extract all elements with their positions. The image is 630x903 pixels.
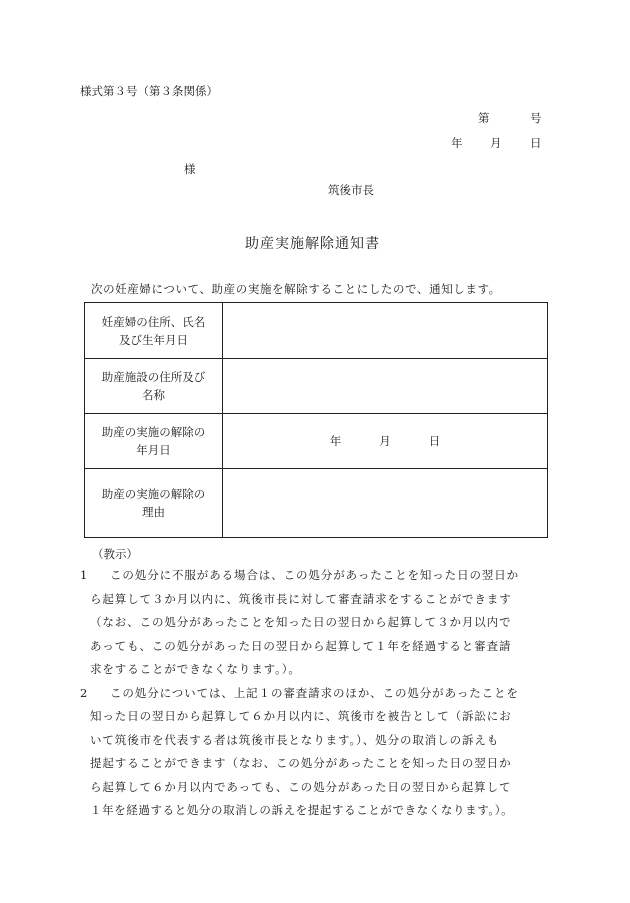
clause-line: この処分に不服がある場合は、この処分があったことを知った日の翌日か [110,568,520,582]
label-facility [85,358,222,413]
clause-line: ら起算して３か月以内に、筑後市長に対して審査請求をすることができます [90,591,512,606]
value-release-reason[interactable] [223,468,547,538]
value-facility[interactable] [223,358,547,413]
release-year: 年 [329,433,342,448]
label-pregnant-woman [85,303,222,358]
date-year: 年 [451,136,463,150]
value-pregnant-woman[interactable] [223,303,547,358]
label-line: 理由 [142,505,165,519]
clause-line: 知った日の翌日から起算して６か月以内に、筑後市を被告として（訴訟にお [90,709,512,723]
addressee-suffix: 様 [184,162,196,176]
label-line: 年月日 [136,442,171,457]
label-line: 助産施設の住所及び [101,369,206,384]
instruction-heading: （教示） [92,547,138,561]
label-release-date [85,413,222,468]
intro-text: 次の妊産婦について、助産の実施を解除することにしたので、通知します。 [91,282,501,296]
clause-line: いて筑後市を代表する者は筑後市長となります。）、処分の取消しの訴えも [90,732,500,747]
release-day: 日 [428,433,441,448]
info-table [84,302,548,538]
release-month: 月 [379,433,391,448]
clause-line: １年を経過すると処分の取消しの訴えを提起することができなくなります。）。 [90,803,514,817]
issuer: 筑後市長 [328,183,374,197]
date-day: 日 [530,136,542,150]
clause-line: この処分については、上記１の審査請求のほか、この処分があったことを [110,685,519,700]
value-release-date[interactable] [223,413,547,468]
label-line: 及び生年月日 [119,332,188,347]
label-line: 妊産婦の住所、氏名 [101,314,206,329]
clause-line: （なお、この処分があったことを知った日の翌日から起算して３か月以内で [90,615,512,629]
document-title: 助産実施解除通知書 [245,236,380,252]
clause-line: 求をすることができなくなります。）。 [90,662,301,676]
clause-1-number: 1 [80,568,89,582]
date-month: 月 [490,136,502,150]
clause-line: あっても、この処分があった日の翌日から起算して１年を経過すると審査請 [90,638,512,653]
label-line: 助産の実施の解除の [101,424,206,439]
clause-line: ら起算して６か月以内であっても、この処分があった日の翌日から起算して [90,779,512,794]
label-line: 助産の実施の解除の [101,487,206,501]
clause-line: 提起することができます（なお、この処分があったことを知った日の翌日か [90,756,512,770]
doc-number-go: 号 [530,111,542,125]
doc-number-dai: 第 [478,111,490,125]
label-line: 名称 [142,387,165,402]
form-number: 様式第３号（第３条関係） [80,84,218,98]
label-release-reason [85,468,222,538]
clause-2-number: 2 [80,685,89,700]
